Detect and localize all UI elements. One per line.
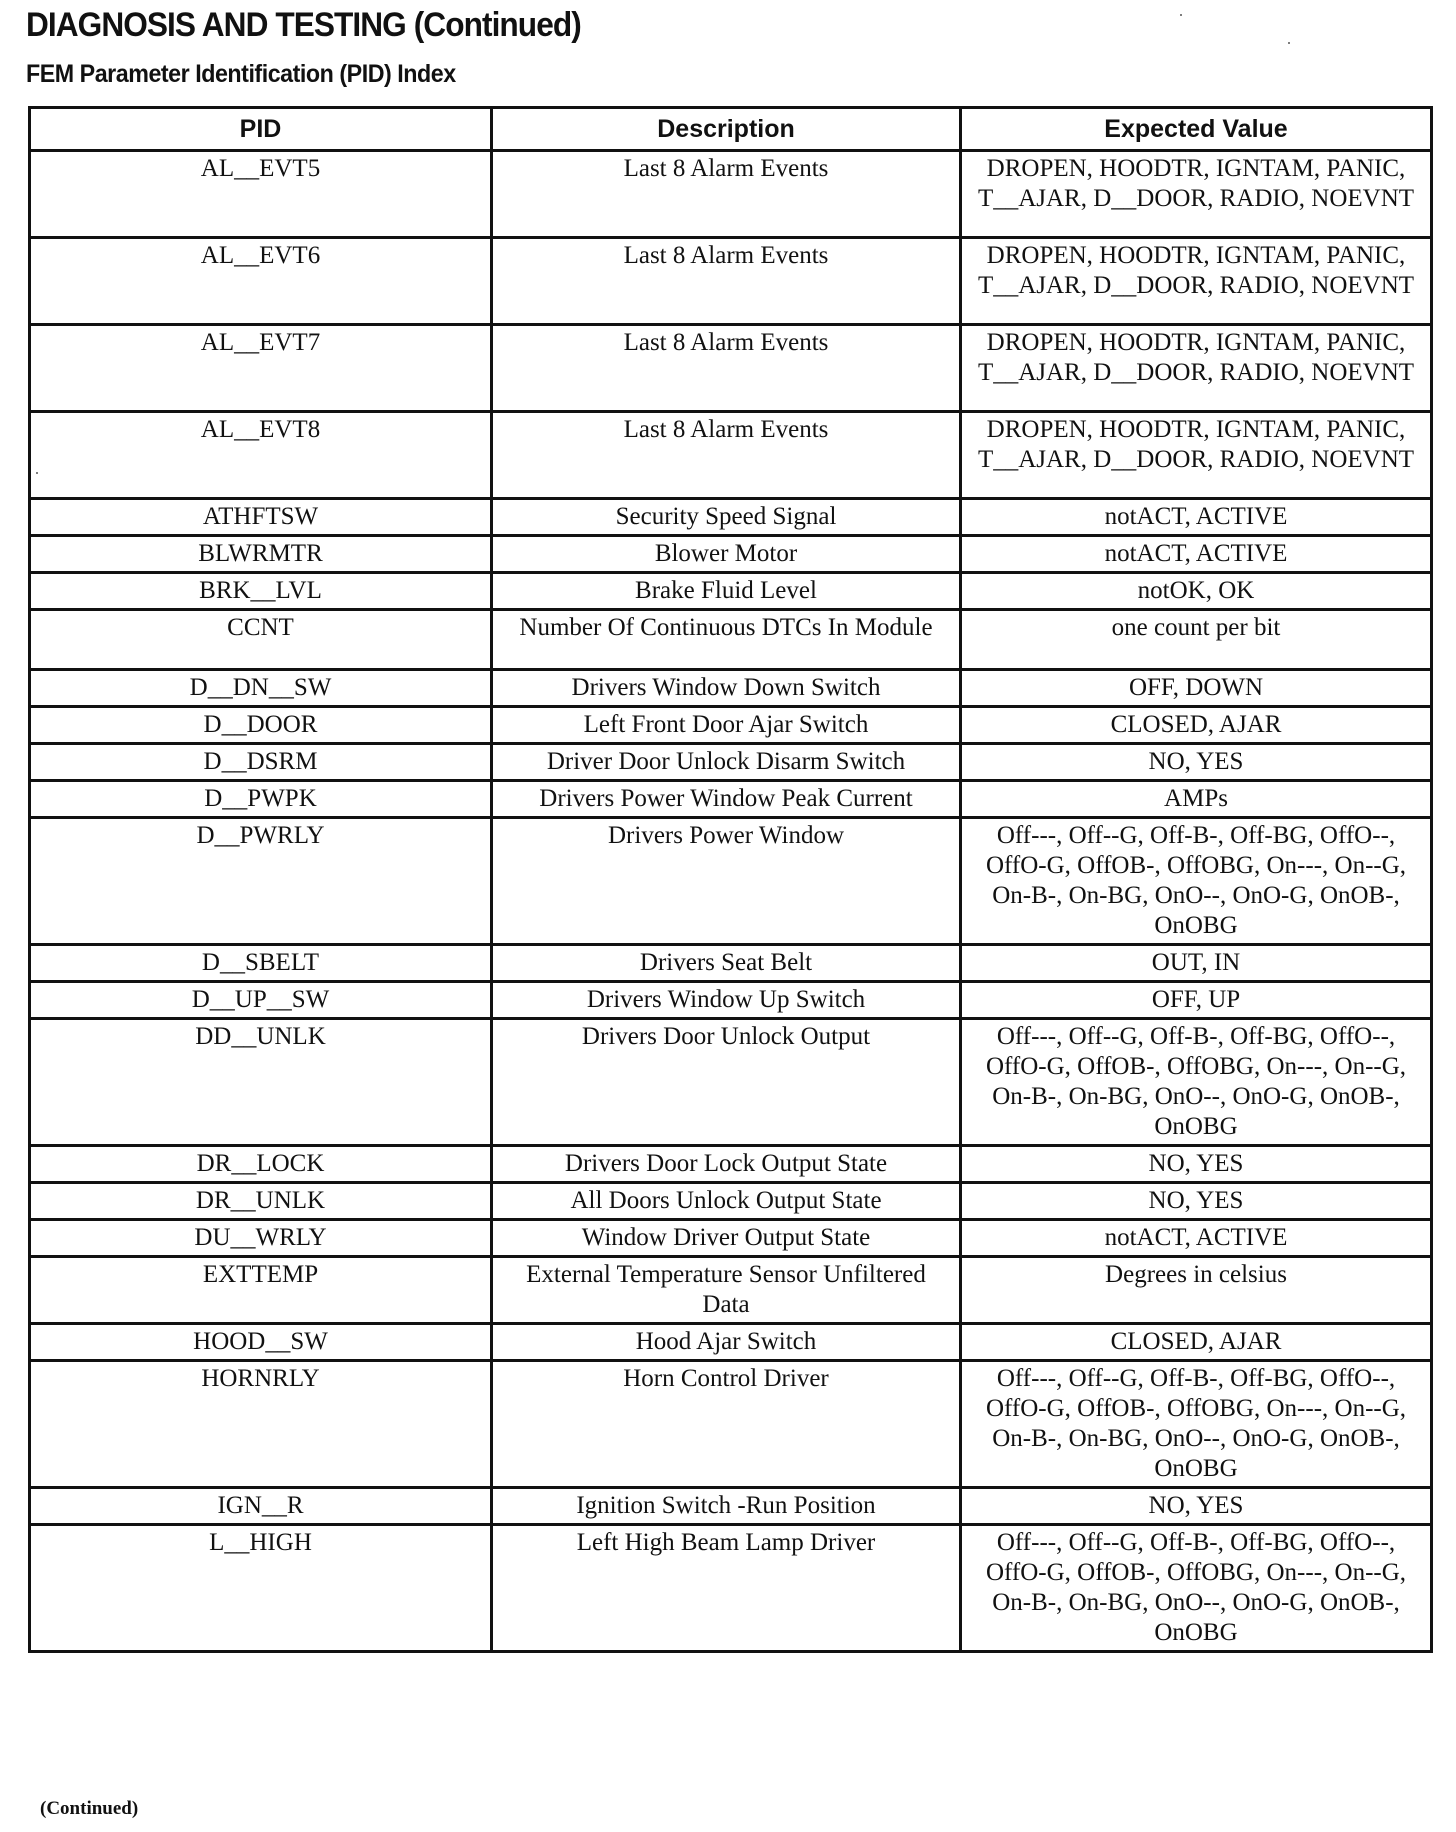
expected-value-cell: DROPEN, HOODTR, IGNTAM, PANIC, T__AJAR, D__DOOR, RADIO, NOEVNT bbox=[961, 325, 1432, 412]
description-cell: Horn Control Driver bbox=[492, 1361, 961, 1488]
table-body bbox=[30, 151, 1432, 1652]
expected-value-cell: notACT, ACTIVE bbox=[961, 536, 1432, 573]
description-cell: All Doors Unlock Output State bbox=[492, 1183, 961, 1220]
description-cell: Left High Beam Lamp Driver bbox=[492, 1525, 961, 1652]
table-row bbox=[30, 238, 1432, 325]
expected-value-cell: DROPEN, HOODTR, IGNTAM, PANIC, T__AJAR, D__DOOR, RADIO, NOEVNT bbox=[961, 151, 1432, 238]
table-row bbox=[30, 1220, 1432, 1257]
expected-value-cell: OFF, UP bbox=[961, 982, 1432, 1019]
expected-value-cell: NO, YES bbox=[961, 1488, 1432, 1525]
description-cell: Drivers Window Down Switch bbox=[492, 670, 961, 707]
pid-cell: DR__LOCK bbox=[30, 1146, 492, 1183]
scan-speck bbox=[36, 472, 38, 474]
expected-value-cell: DROPEN, HOODTR, IGNTAM, PANIC, T__AJAR, D__DOOR, RADIO, NOEVNT bbox=[961, 412, 1432, 499]
expected-value-cell: Off---, Off--G, Off-B-, Off-BG, OffO--, OffO-G, OffOB-, OffOBG, On---, On--G, On-B-, On-BG, OnO--, OnO-G, OnOB-, OnOBG bbox=[961, 1525, 1432, 1652]
scan-speck bbox=[1180, 14, 1182, 16]
pid-cell: AL__EVT5 bbox=[30, 151, 492, 238]
expected-value-cell: NO, YES bbox=[961, 1146, 1432, 1183]
column-header-pid: PID bbox=[30, 108, 492, 151]
table-header-row bbox=[30, 108, 1432, 151]
pid-cell: HORNRLY bbox=[30, 1361, 492, 1488]
description-cell: Driver Door Unlock Disarm Switch bbox=[492, 744, 961, 781]
pid-cell: EXTTEMP bbox=[30, 1257, 492, 1324]
pid-cell: D__SBELT bbox=[30, 945, 492, 982]
column-header-expected-value: Expected Value bbox=[961, 108, 1432, 151]
description-cell: Number Of Continuous DTCs In Module bbox=[492, 610, 961, 670]
pid-cell: CCNT bbox=[30, 610, 492, 670]
table-row bbox=[30, 744, 1432, 781]
pid-index-table bbox=[28, 106, 1433, 1653]
table-row bbox=[30, 1361, 1432, 1488]
pid-cell: BLWRMTR bbox=[30, 536, 492, 573]
pid-cell: D__UP__SW bbox=[30, 982, 492, 1019]
description-cell: Last 8 Alarm Events bbox=[492, 238, 961, 325]
table-row bbox=[30, 536, 1432, 573]
pid-cell: IGN__R bbox=[30, 1488, 492, 1525]
description-cell: Security Speed Signal bbox=[492, 499, 961, 536]
table-row bbox=[30, 781, 1432, 818]
expected-value-cell: notACT, ACTIVE bbox=[961, 499, 1432, 536]
expected-value-cell: NO, YES bbox=[961, 744, 1432, 781]
table-row bbox=[30, 982, 1432, 1019]
description-cell: Drivers Power Window Peak Current bbox=[492, 781, 961, 818]
pid-cell: BRK__LVL bbox=[30, 573, 492, 610]
table-row bbox=[30, 945, 1432, 982]
expected-value-cell: OUT, IN bbox=[961, 945, 1432, 982]
description-cell: Blower Motor bbox=[492, 536, 961, 573]
description-cell: Drivers Door Unlock Output bbox=[492, 1019, 961, 1146]
table-row bbox=[30, 573, 1432, 610]
table-row bbox=[30, 412, 1432, 499]
table-row bbox=[30, 1146, 1432, 1183]
expected-value-cell: Off---, Off--G, Off-B-, Off-BG, OffO--, OffO-G, OffOB-, OffOBG, On---, On--G, On-B-, On-BG, OnO--, OnO-G, OnOB-, OnOBG bbox=[961, 1361, 1432, 1488]
table-row bbox=[30, 670, 1432, 707]
table-row bbox=[30, 707, 1432, 744]
table-row bbox=[30, 1183, 1432, 1220]
table-row bbox=[30, 1324, 1432, 1361]
description-cell: Brake Fluid Level bbox=[492, 573, 961, 610]
expected-value-cell: DROPEN, HOODTR, IGNTAM, PANIC, T__AJAR, D__DOOR, RADIO, NOEVNT bbox=[961, 238, 1432, 325]
description-cell: Window Driver Output State bbox=[492, 1220, 961, 1257]
table-row bbox=[30, 818, 1432, 945]
expected-value-cell: Off---, Off--G, Off-B-, Off-BG, OffO--, OffO-G, OffOB-, OffOBG, On---, On--G, On-B-, On-BG, OnO--, OnO-G, OnOB-, OnOBG bbox=[961, 818, 1432, 945]
description-cell: Last 8 Alarm Events bbox=[492, 325, 961, 412]
column-header-description: Description bbox=[492, 108, 961, 151]
pid-cell: D__PWPK bbox=[30, 781, 492, 818]
description-cell: Left Front Door Ajar Switch bbox=[492, 707, 961, 744]
pid-cell: L__HIGH bbox=[30, 1525, 492, 1652]
pid-cell: AL__EVT8 bbox=[30, 412, 492, 499]
pid-cell: D__DSRM bbox=[30, 744, 492, 781]
table-row bbox=[30, 1019, 1432, 1146]
pid-cell: AL__EVT6 bbox=[30, 238, 492, 325]
description-cell: Drivers Window Up Switch bbox=[492, 982, 961, 1019]
pid-cell: D__PWRLY bbox=[30, 818, 492, 945]
pid-cell: DR__UNLK bbox=[30, 1183, 492, 1220]
description-cell: Ignition Switch -Run Position bbox=[492, 1488, 961, 1525]
description-cell: Last 8 Alarm Events bbox=[492, 412, 961, 499]
continued-note: (Continued) bbox=[40, 1798, 139, 1819]
pid-cell: DD__UNLK bbox=[30, 1019, 492, 1146]
page-title: DIAGNOSIS AND TESTING (Continued) bbox=[26, 6, 581, 44]
scan-speck bbox=[1288, 42, 1290, 44]
pid-cell: DU__WRLY bbox=[30, 1220, 492, 1257]
pid-cell: ATHFTSW bbox=[30, 499, 492, 536]
pid-cell: D__DN__SW bbox=[30, 670, 492, 707]
table-row bbox=[30, 325, 1432, 412]
table-row bbox=[30, 499, 1432, 536]
expected-value-cell: CLOSED, AJAR bbox=[961, 707, 1432, 744]
description-cell: External Temperature Sensor Unfiltered Data bbox=[492, 1257, 961, 1324]
table-row bbox=[30, 610, 1432, 670]
table-row bbox=[30, 1488, 1432, 1525]
expected-value-cell: NO, YES bbox=[961, 1183, 1432, 1220]
table-row bbox=[30, 1257, 1432, 1324]
expected-value-cell: CLOSED, AJAR bbox=[961, 1324, 1432, 1361]
expected-value-cell: notOK, OK bbox=[961, 573, 1432, 610]
description-cell: Drivers Power Window bbox=[492, 818, 961, 945]
description-cell: Drivers Seat Belt bbox=[492, 945, 961, 982]
expected-value-cell: notACT, ACTIVE bbox=[961, 1220, 1432, 1257]
expected-value-cell: AMPs bbox=[961, 781, 1432, 818]
section-subtitle: FEM Parameter Identification (PID) Index bbox=[26, 60, 456, 88]
table-row bbox=[30, 151, 1432, 238]
pid-cell: HOOD__SW bbox=[30, 1324, 492, 1361]
expected-value-cell: Degrees in celsius bbox=[961, 1257, 1432, 1324]
description-cell: Hood Ajar Switch bbox=[492, 1324, 961, 1361]
description-cell: Drivers Door Lock Output State bbox=[492, 1146, 961, 1183]
expected-value-cell: one count per bit bbox=[961, 610, 1432, 670]
pid-cell: AL__EVT7 bbox=[30, 325, 492, 412]
table-row bbox=[30, 1525, 1432, 1652]
expected-value-cell: Off---, Off--G, Off-B-, Off-BG, OffO--, OffO-G, OffOB-, OffOBG, On---, On--G, On-B-, On-BG, OnO--, OnO-G, OnOB-, OnOBG bbox=[961, 1019, 1432, 1146]
description-cell: Last 8 Alarm Events bbox=[492, 151, 961, 238]
expected-value-cell: OFF, DOWN bbox=[961, 670, 1432, 707]
pid-cell: D__DOOR bbox=[30, 707, 492, 744]
